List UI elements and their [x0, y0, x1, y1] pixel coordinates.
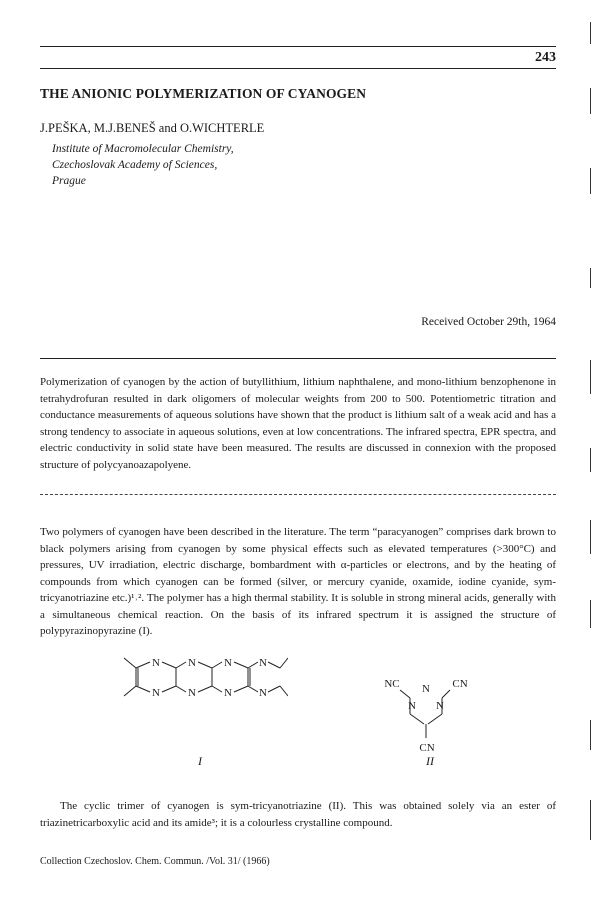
- nitrogen-atom: N: [188, 657, 196, 669]
- affiliation-line: Institute of Macromolecular Chemistry,: [52, 143, 234, 155]
- abstract-bottom-rule: [40, 494, 556, 495]
- footer-citation: Collection Czechoslov. Chem. Commun. /Vol. 31/ (1966): [40, 856, 270, 867]
- intro-paragraph: Two polymers of cyanogen have been described in the literature. The term “paracyanogen” comprises dark brown to black polymers arising from cyanogen by some physical effects such as elevated temperatures (>300°C) and pressures, UV irradiation, electric discharge, bombardment with α-particles or electrons, and by the heating of compounds from which cyanogen can be formed (silver, or mercury cyanide, oxamide, iodine cyanide, sym-tricyanotriazine etc.)¹˒². The polymer has a high thermal stability. It is soluble in strong mineral acids, generally with a simultaneous chemical reaction. On the basis of its infrared spectrum it is assigned the structure of polypyrazinopyrazine (I).: [40, 526, 556, 637]
- nitrogen-atom: N: [422, 683, 430, 695]
- margin-mark: [590, 600, 591, 628]
- abstract: Polymerization of cyanogen by the action of butyllithium, lithium naphthalene, and mono-lithium benzophenone in tetrahydrofuran resulted in dark oligomers of molecular weights from 200 to 500. Potentiometric titration and conductance measurements of aqueous solutions have shown that the product is lithium salt of a weak acid and has a strong tendency to associate in aqueous solutions, even at low concentrations. The infrared spectra, EPR spectra, and electric conductivity in solid state have been measured. The results are discussed in connexion with the proposed structure of polycyanoazapolyene.: [40, 376, 556, 471]
- nitrogen-atom: N: [224, 687, 232, 699]
- cyclic-trimer-paragraph: The cyclic trimer of cyanogen is sym-tricyanotriazine (II). This was obtained solely via an ester of triazinetricarboxylic acid and its amide³; it is a colourless crystalline compound.: [40, 800, 556, 829]
- margin-mark: [590, 268, 591, 288]
- affiliation-line: Prague: [52, 175, 86, 187]
- margin-mark: [590, 448, 591, 472]
- margin-mark: [590, 88, 591, 114]
- margin-mark: [590, 360, 591, 394]
- nitrogen-atom: N: [188, 687, 196, 699]
- affiliation: [52, 141, 234, 189]
- page-number: 243: [535, 50, 556, 65]
- received-date: Received October 29th, 1964: [421, 316, 556, 328]
- margin-mark: [590, 22, 591, 44]
- nitrogen-atom: N: [259, 657, 267, 669]
- affiliation-line: Czechoslovak Academy of Sciences,: [52, 159, 218, 171]
- nitrogen-atom: N: [152, 687, 160, 699]
- structure-tricyanotriazine: [378, 672, 488, 758]
- nitrogen-atom: N: [152, 657, 160, 669]
- nitrogen-atom: N: [224, 657, 232, 669]
- structure-polypyrazinopyrazine: [118, 654, 288, 710]
- margin-mark: [590, 520, 591, 554]
- nitrogen-atom: N: [436, 700, 444, 712]
- header-rule: [40, 68, 556, 69]
- structure-label-ii: II: [426, 754, 434, 768]
- nitrogen-atom: N: [408, 700, 416, 712]
- article-title: THE ANIONIC POLYMERIZATION OF CYANOGEN: [40, 86, 367, 101]
- abstract-top-rule: [40, 358, 556, 359]
- nitrogen-atom: N: [259, 687, 267, 699]
- margin-mark: [590, 800, 591, 840]
- top-rule: [40, 46, 556, 47]
- structure-label-i: I: [198, 754, 202, 768]
- cyano-group-bottom: CN: [419, 742, 435, 754]
- margin-mark: [590, 168, 591, 194]
- margin-mark: [590, 720, 591, 750]
- author-list: J.PEŠKA, M.J.BENEŠ and O.WICHTERLE: [40, 121, 265, 135]
- cyano-group-right: CN: [452, 678, 468, 690]
- cyano-group-left: NC: [384, 678, 400, 690]
